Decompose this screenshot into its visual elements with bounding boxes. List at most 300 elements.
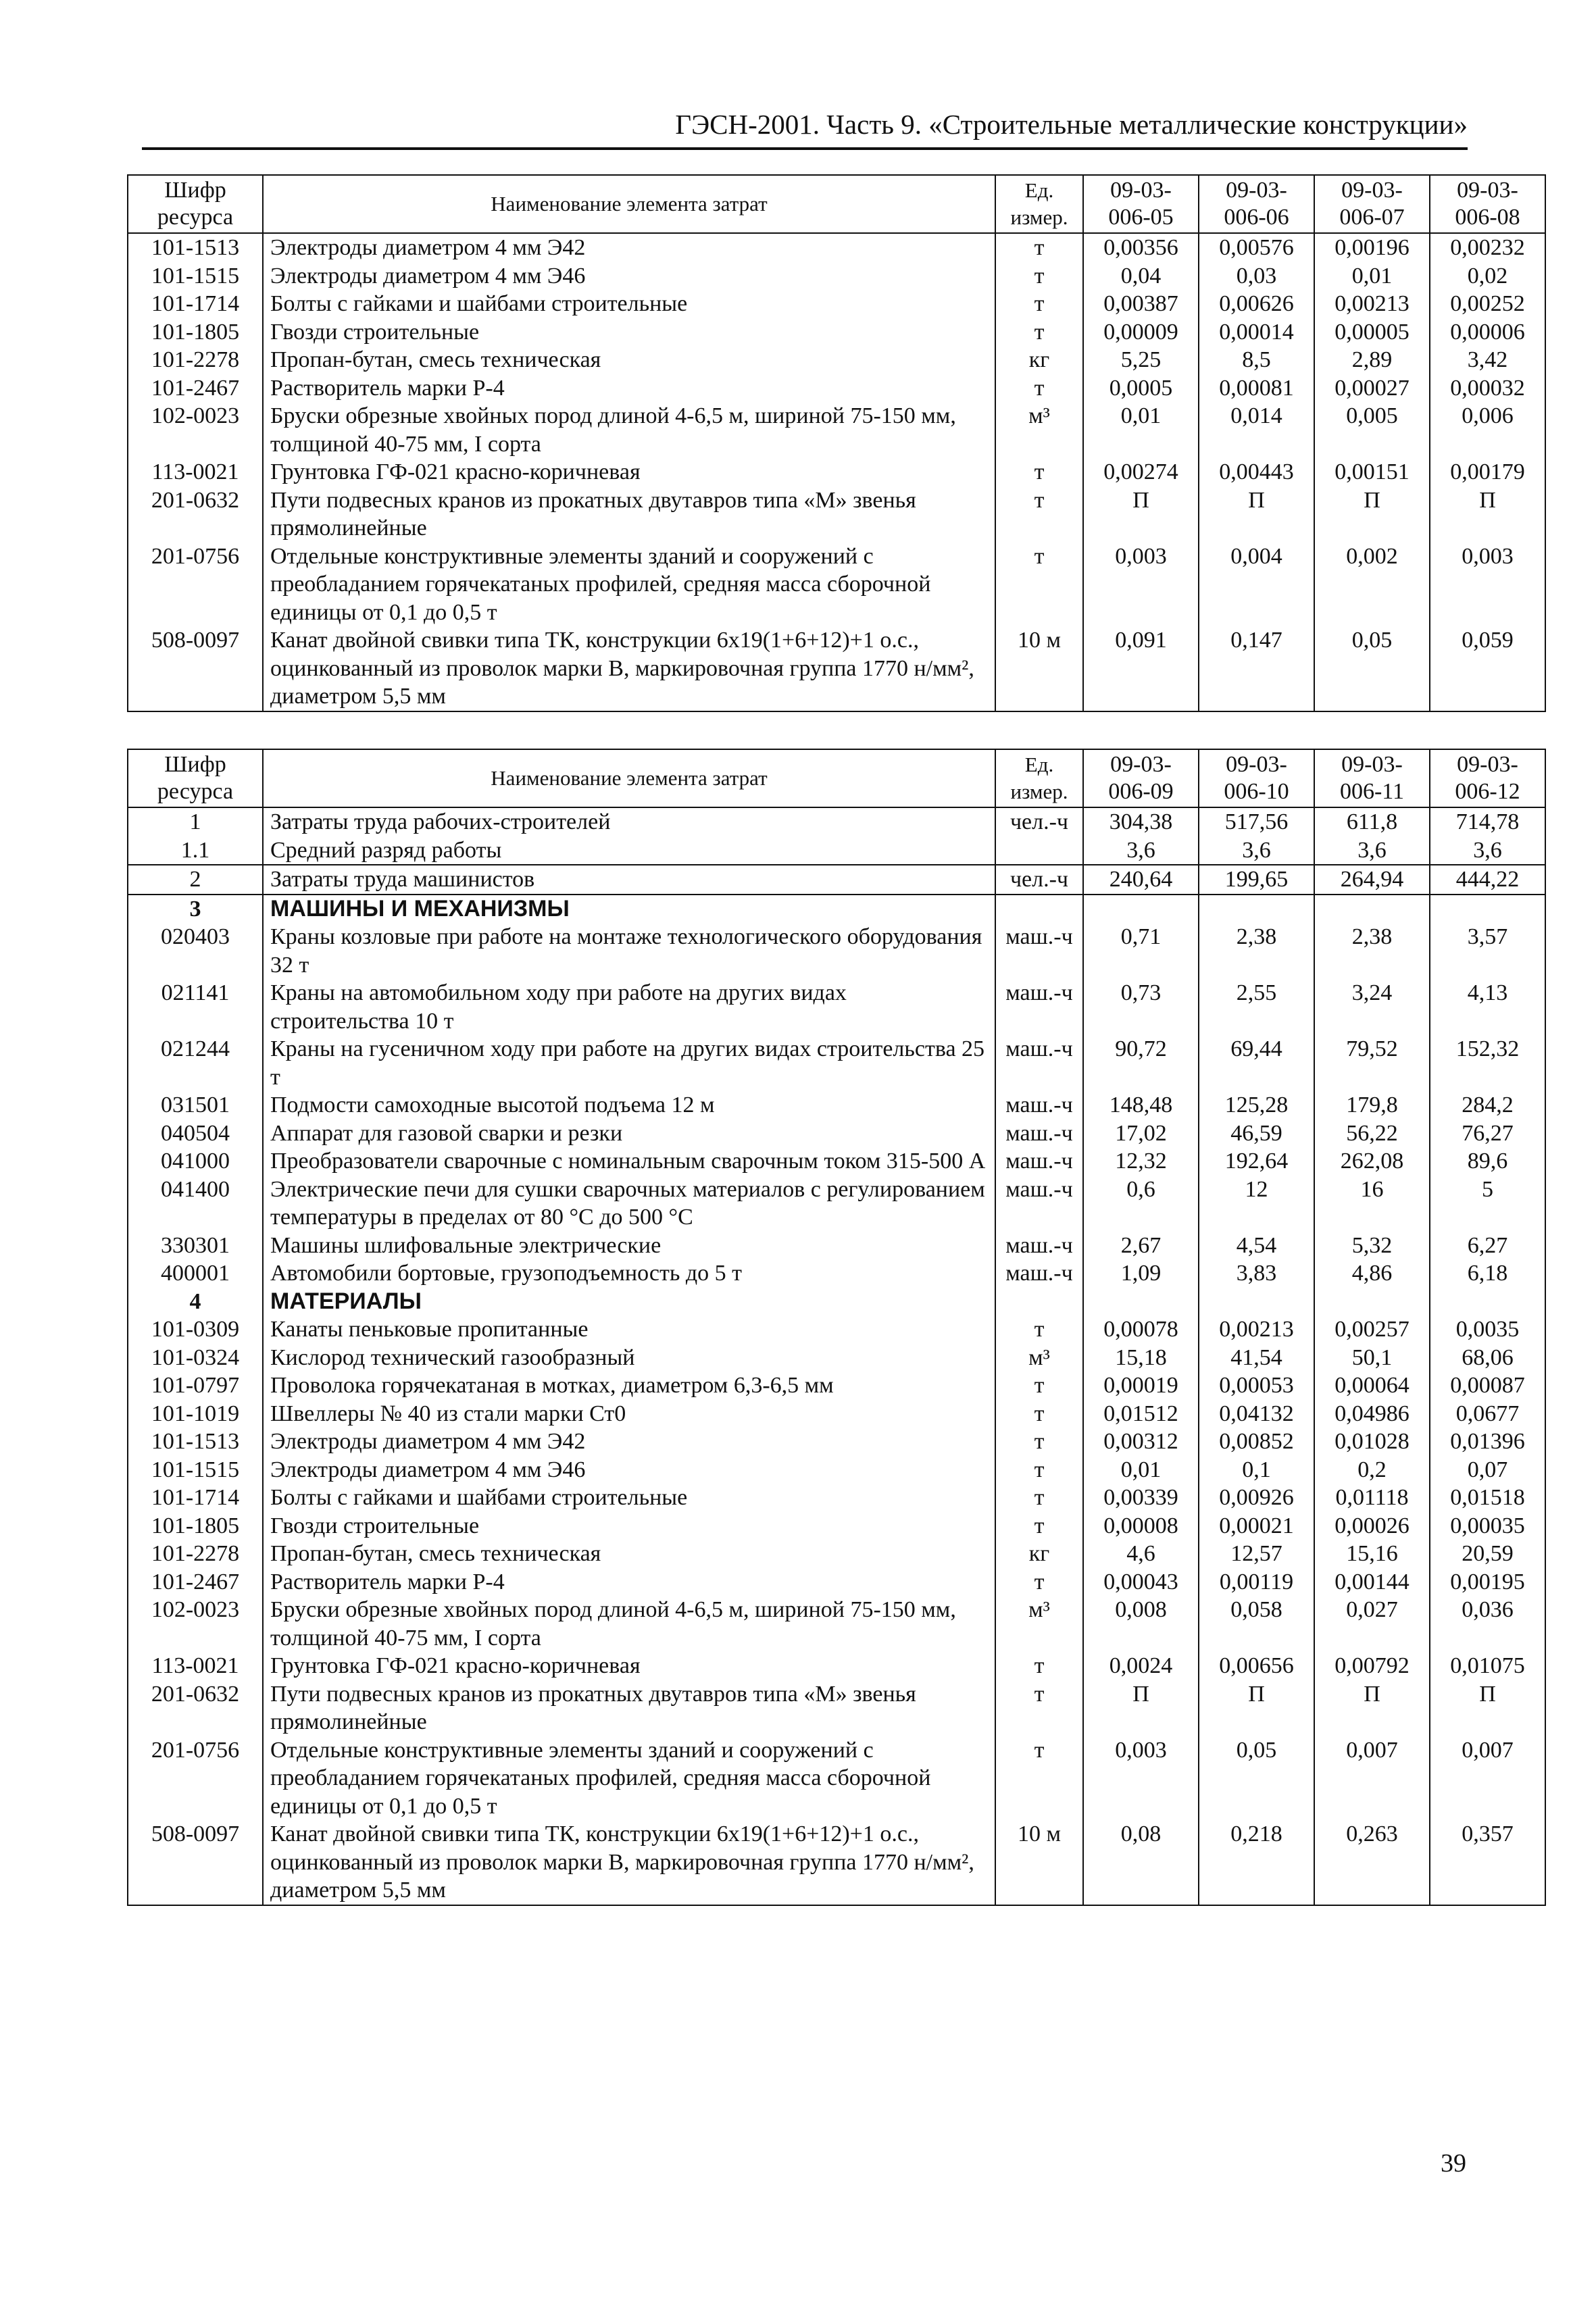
cell-code: 101-1019 bbox=[128, 1400, 263, 1428]
cell-name: Болты с гайками и шайбами строительные bbox=[263, 290, 995, 318]
cell-value: П bbox=[1199, 486, 1314, 543]
cell-value: 0,00151 bbox=[1314, 458, 1430, 486]
cell-value: 0,263 bbox=[1314, 1820, 1430, 1905]
cell-value: 0,00312 bbox=[1083, 1428, 1199, 1456]
cell-value: 0,00195 bbox=[1430, 1568, 1545, 1596]
cell-unit: маш.-ч bbox=[995, 979, 1083, 1035]
cell-value: 0,07 bbox=[1430, 1456, 1545, 1484]
cell-value: 0,73 bbox=[1083, 979, 1199, 1035]
cell-code: 041400 bbox=[128, 1176, 263, 1232]
cell-value: 179,8 bbox=[1314, 1091, 1430, 1120]
cell-name: Пути подвесных кранов из прокатных двутавров типа «М» звенья прямолинейные bbox=[263, 1680, 995, 1736]
cell-value: 15,18 bbox=[1083, 1344, 1199, 1372]
cell-value: 6,27 bbox=[1430, 1232, 1545, 1260]
cell-value: 0,00792 bbox=[1314, 1652, 1430, 1680]
col-header-code: Шифр ресурса bbox=[128, 749, 263, 807]
cell-code: 101-2467 bbox=[128, 374, 263, 403]
cell-unit: т bbox=[995, 1512, 1083, 1540]
table-header-row bbox=[128, 175, 1545, 233]
cell-value: 0,00053 bbox=[1199, 1372, 1314, 1400]
cell-value: 262,08 bbox=[1314, 1147, 1430, 1176]
cell-unit: кг bbox=[995, 1540, 1083, 1568]
cell-value bbox=[1430, 1288, 1545, 1316]
cell-code: 101-1714 bbox=[128, 290, 263, 318]
cell-value: 90,72 bbox=[1083, 1035, 1199, 1091]
cell-unit: т bbox=[995, 1456, 1083, 1484]
cell-value: 0,00081 bbox=[1199, 374, 1314, 403]
cell-value: 0,014 bbox=[1199, 402, 1314, 458]
cell-code: 330301 bbox=[128, 1232, 263, 1260]
table-row bbox=[128, 1596, 1545, 1652]
cell-code: 1.1 bbox=[128, 836, 263, 865]
cell-value: 79,52 bbox=[1314, 1035, 1430, 1091]
cell-value: 5,32 bbox=[1314, 1232, 1430, 1260]
cell-value: 50,1 bbox=[1314, 1344, 1430, 1372]
cell-value bbox=[1199, 895, 1314, 924]
table-row bbox=[128, 1372, 1545, 1400]
cell-value: 304,38 bbox=[1083, 807, 1199, 836]
cell-value: 0,00257 bbox=[1314, 1315, 1430, 1344]
cell-value: 6,18 bbox=[1430, 1259, 1545, 1288]
cell-value: 0,008 bbox=[1083, 1596, 1199, 1652]
cell-value: 0,00005 bbox=[1314, 318, 1430, 347]
col-header-norm: 09-03-006-11 bbox=[1314, 749, 1430, 807]
cell-value: 3,6 bbox=[1314, 836, 1430, 865]
cell-value: 0,00014 bbox=[1199, 318, 1314, 347]
cell-value: 3,6 bbox=[1083, 836, 1199, 865]
cell-value: 0,00926 bbox=[1199, 1484, 1314, 1512]
cell-value: 0,00032 bbox=[1430, 374, 1545, 403]
cell-code: 201-0632 bbox=[128, 1680, 263, 1736]
cell-unit: маш.-ч bbox=[995, 1035, 1083, 1091]
cell-value: 0,027 bbox=[1314, 1596, 1430, 1652]
cell-name: Электроды диаметром 4 мм Э46 bbox=[263, 1456, 995, 1484]
cell-value: 0,01118 bbox=[1314, 1484, 1430, 1512]
table-row bbox=[128, 374, 1545, 403]
cell-value: 56,22 bbox=[1314, 1120, 1430, 1148]
table-row bbox=[128, 1035, 1545, 1091]
cell-code: 041000 bbox=[128, 1147, 263, 1176]
cell-value: 264,94 bbox=[1314, 865, 1430, 895]
cell-name: Гвозди строительные bbox=[263, 318, 995, 347]
cell-name: Грунтовка ГФ-021 красно-коричневая bbox=[263, 458, 995, 486]
cell-value: 2,38 bbox=[1199, 923, 1314, 979]
cell-value: 15,16 bbox=[1314, 1540, 1430, 1568]
col-header-norm: 09-03-006-10 bbox=[1199, 749, 1314, 807]
cell-name: Электрические печи для сушки сварочных материалов с регулированием температуры в пределах от 80 °С до 500 °С bbox=[263, 1176, 995, 1232]
cell-value: 76,27 bbox=[1430, 1120, 1545, 1148]
cell-value: 0,02 bbox=[1430, 262, 1545, 291]
cell-value: 0,00626 bbox=[1199, 290, 1314, 318]
col-header-norm: 09-03-006-07 bbox=[1314, 175, 1430, 233]
cell-code: 201-0756 bbox=[128, 543, 263, 627]
cell-code: 113-0021 bbox=[128, 1652, 263, 1680]
cell-value: 0,00213 bbox=[1199, 1315, 1314, 1344]
cell-value: П bbox=[1314, 486, 1430, 543]
cell-value: 0,059 bbox=[1430, 626, 1545, 711]
cell-unit: т bbox=[995, 290, 1083, 318]
cell-unit: т bbox=[995, 1484, 1083, 1512]
cell-value: 0,007 bbox=[1430, 1736, 1545, 1821]
cell-value: 0,00006 bbox=[1430, 318, 1545, 347]
cell-code: 102-0023 bbox=[128, 1596, 263, 1652]
cell-name: Канат двойной свивки типа ТК, конструкции 6х19(1+6+12)+1 о.с., оцинкованный из проволок марки В, маркировочная группа 1770 н/мм², диаметром 5,5 мм bbox=[263, 626, 995, 711]
cell-value: 0,00852 bbox=[1199, 1428, 1314, 1456]
cell-code: 1 bbox=[128, 807, 263, 836]
cell-value: 0,05 bbox=[1314, 626, 1430, 711]
cell-name: Подмости самоходные высотой подъема 12 м bbox=[263, 1091, 995, 1120]
cell-value: 0,036 bbox=[1430, 1596, 1545, 1652]
cell-unit: м³ bbox=[995, 1344, 1083, 1372]
cell-code: 101-1805 bbox=[128, 1512, 263, 1540]
table-row bbox=[128, 1456, 1545, 1484]
cell-name: Пропан-бутан, смесь техническая bbox=[263, 346, 995, 374]
cell-value: 0,004 bbox=[1199, 543, 1314, 627]
cell-unit: т bbox=[995, 1400, 1083, 1428]
cell-value: 0,01028 bbox=[1314, 1428, 1430, 1456]
cell-value: 4,54 bbox=[1199, 1232, 1314, 1260]
cell-value: 0,003 bbox=[1083, 543, 1199, 627]
page-header: ГЭСН-2001. Часть 9. «Строительные металлические конструкции» bbox=[142, 103, 1468, 150]
cell-unit: кг bbox=[995, 346, 1083, 374]
cell-value: 0,0005 bbox=[1083, 374, 1199, 403]
cell-name: Затраты труда рабочих-строителей bbox=[263, 807, 995, 836]
cell-unit: т bbox=[995, 318, 1083, 347]
cell-value: 0,03 bbox=[1199, 262, 1314, 291]
table-row bbox=[128, 1259, 1545, 1288]
table-row bbox=[128, 233, 1545, 262]
cell-value: 0,147 bbox=[1199, 626, 1314, 711]
cell-value: 12,32 bbox=[1083, 1147, 1199, 1176]
table-row bbox=[128, 1512, 1545, 1540]
cell-name: Проволока горячекатаная в мотках, диаметром 6,3-6,5 мм bbox=[263, 1372, 995, 1400]
cell-value: 2,55 bbox=[1199, 979, 1314, 1035]
table-row bbox=[128, 1652, 1545, 1680]
cell-value: 0,0024 bbox=[1083, 1652, 1199, 1680]
cell-code: 101-0309 bbox=[128, 1315, 263, 1344]
cell-value: 8,5 bbox=[1199, 346, 1314, 374]
cell-unit: т bbox=[995, 262, 1083, 291]
cell-value: 4,6 bbox=[1083, 1540, 1199, 1568]
cell-name: Автомобили бортовые, грузоподъемность до 5 т bbox=[263, 1259, 995, 1288]
cell-value: 0,00021 bbox=[1199, 1512, 1314, 1540]
cell-code: 101-0797 bbox=[128, 1372, 263, 1400]
cell-value: 0,01518 bbox=[1430, 1484, 1545, 1512]
cell-code: 3 bbox=[128, 895, 263, 924]
cell-value: П bbox=[1430, 1680, 1545, 1736]
table-row bbox=[128, 1736, 1545, 1821]
cell-value: 0,00064 bbox=[1314, 1372, 1430, 1400]
cell-unit: т bbox=[995, 1736, 1083, 1821]
cell-unit: т bbox=[995, 1568, 1083, 1596]
cell-unit: м³ bbox=[995, 402, 1083, 458]
cell-value: П bbox=[1083, 486, 1199, 543]
cell-unit: т bbox=[995, 374, 1083, 403]
cell-value: П bbox=[1430, 486, 1545, 543]
table-row bbox=[128, 318, 1545, 347]
col-header-norm: 09-03-006-08 bbox=[1430, 175, 1545, 233]
table-row bbox=[128, 543, 1545, 627]
cell-code: 102-0023 bbox=[128, 402, 263, 458]
table-row bbox=[128, 1428, 1545, 1456]
table-row bbox=[128, 1288, 1545, 1316]
cell-name: Средний разряд работы bbox=[263, 836, 995, 865]
cell-value bbox=[1199, 1288, 1314, 1316]
cell-value: 0,058 bbox=[1199, 1596, 1314, 1652]
cell-value bbox=[1314, 1288, 1430, 1316]
cell-value: 0,006 bbox=[1430, 402, 1545, 458]
cell-name: Краны на гусеничном ходу при работе на других видах строительства 25 т bbox=[263, 1035, 995, 1091]
resource-table-2 bbox=[127, 749, 1546, 1906]
table-row bbox=[128, 262, 1545, 291]
cell-code: 4 bbox=[128, 1288, 263, 1316]
cell-code: 101-2278 bbox=[128, 346, 263, 374]
cell-unit bbox=[995, 895, 1083, 924]
cell-unit: т bbox=[995, 543, 1083, 627]
cell-value: 125,28 bbox=[1199, 1091, 1314, 1120]
cell-name: Гвозди строительные bbox=[263, 1512, 995, 1540]
col-header-norm: 09-03-006-05 bbox=[1083, 175, 1199, 233]
table-row bbox=[128, 1344, 1545, 1372]
cell-unit: маш.-ч bbox=[995, 1176, 1083, 1232]
cell-value: П bbox=[1199, 1680, 1314, 1736]
cell-code: 508-0097 bbox=[128, 626, 263, 711]
cell-value: 0,003 bbox=[1083, 1736, 1199, 1821]
cell-value: 0,00009 bbox=[1083, 318, 1199, 347]
table-row bbox=[128, 1820, 1545, 1905]
cell-code: 201-0756 bbox=[128, 1736, 263, 1821]
cell-code: 101-1513 bbox=[128, 233, 263, 262]
cell-value: 46,59 bbox=[1199, 1120, 1314, 1148]
cell-value: 2,38 bbox=[1314, 923, 1430, 979]
cell-name: Канат двойной свивки типа ТК, конструкции 6х19(1+6+12)+1 о.с., оцинкованный из проволок марки В, маркировочная группа 1770 н/мм², диаметром 5,5 мм bbox=[263, 1820, 995, 1905]
cell-unit: 10 м bbox=[995, 626, 1083, 711]
cell-value: 0,01 bbox=[1314, 262, 1430, 291]
cell-value: 0,00043 bbox=[1083, 1568, 1199, 1596]
cell-code: 101-1515 bbox=[128, 1456, 263, 1484]
cell-name: Растворитель марки Р-4 bbox=[263, 1568, 995, 1596]
cell-value: 0,00232 bbox=[1430, 233, 1545, 262]
cell-unit: 10 м bbox=[995, 1820, 1083, 1905]
table-row bbox=[128, 865, 1545, 895]
table-row bbox=[128, 402, 1545, 458]
cell-value: 69,44 bbox=[1199, 1035, 1314, 1091]
cell-value bbox=[1083, 1288, 1199, 1316]
cell-unit bbox=[995, 1288, 1083, 1316]
cell-name: Бруски обрезные хвойных пород длиной 4-6,5 м, шириной 75-150 мм, толщиной 40-75 мм, I сорта bbox=[263, 1596, 995, 1652]
cell-unit: чел.-ч bbox=[995, 865, 1083, 895]
table-row bbox=[128, 923, 1545, 979]
cell-unit: т bbox=[995, 1652, 1083, 1680]
cell-value: 3,83 bbox=[1199, 1259, 1314, 1288]
col-header-unit: Ед. измер. bbox=[995, 749, 1083, 807]
cell-value: 12,57 bbox=[1199, 1540, 1314, 1568]
cell-value: 0,05 bbox=[1199, 1736, 1314, 1821]
cell-value: 0,00196 bbox=[1314, 233, 1430, 262]
cell-name: Швеллеры № 40 из стали марки Ст0 bbox=[263, 1400, 995, 1428]
cell-value: 0,00008 bbox=[1083, 1512, 1199, 1540]
cell-value: 0,00078 bbox=[1083, 1315, 1199, 1344]
cell-value: 0,00339 bbox=[1083, 1484, 1199, 1512]
cell-value: 0,091 bbox=[1083, 626, 1199, 711]
cell-value: 3,6 bbox=[1199, 836, 1314, 865]
table-row bbox=[128, 1540, 1545, 1568]
col-header-unit: Ед. измер. bbox=[995, 175, 1083, 233]
cell-value: 0,01075 bbox=[1430, 1652, 1545, 1680]
cell-code: 400001 bbox=[128, 1259, 263, 1288]
cell-value: 0,00387 bbox=[1083, 290, 1199, 318]
cell-value: 0,357 bbox=[1430, 1820, 1545, 1905]
cell-value: 3,42 bbox=[1430, 346, 1545, 374]
table-row bbox=[128, 1176, 1545, 1232]
cell-value: 5 bbox=[1430, 1176, 1545, 1232]
cell-value: 152,32 bbox=[1430, 1035, 1545, 1091]
cell-unit: маш.-ч bbox=[995, 1091, 1083, 1120]
cell-value: 0,1 bbox=[1199, 1456, 1314, 1484]
cell-value: 0,00027 bbox=[1314, 374, 1430, 403]
table-row bbox=[128, 1232, 1545, 1260]
table-row bbox=[128, 895, 1545, 924]
col-header-norm: 09-03-006-12 bbox=[1430, 749, 1545, 807]
cell-value: 0,00656 bbox=[1199, 1652, 1314, 1680]
cell-name: Электроды диаметром 4 мм Э46 bbox=[263, 262, 995, 291]
cell-name: Машины шлифовальные электрические bbox=[263, 1232, 995, 1260]
cell-value: 0,005 bbox=[1314, 402, 1430, 458]
cell-value: 240,64 bbox=[1083, 865, 1199, 895]
cell-value: 0,00035 bbox=[1430, 1512, 1545, 1540]
cell-value: 611,8 bbox=[1314, 807, 1430, 836]
cell-name: МАШИНЫ И МЕХАНИЗМЫ bbox=[263, 895, 995, 924]
cell-value: 0,00274 bbox=[1083, 458, 1199, 486]
cell-code: 031501 bbox=[128, 1091, 263, 1120]
cell-code: 101-2467 bbox=[128, 1568, 263, 1596]
cell-value: 3,6 bbox=[1430, 836, 1545, 865]
cell-code: 021141 bbox=[128, 979, 263, 1035]
cell-value: 41,54 bbox=[1199, 1344, 1314, 1372]
cell-value: 0,01 bbox=[1083, 1456, 1199, 1484]
cell-value: 148,48 bbox=[1083, 1091, 1199, 1120]
cell-value: 0,01512 bbox=[1083, 1400, 1199, 1428]
cell-value: 5,25 bbox=[1083, 346, 1199, 374]
table-header-row bbox=[128, 749, 1545, 807]
cell-value: 2,89 bbox=[1314, 346, 1430, 374]
cell-name: Затраты труда машинистов bbox=[263, 865, 995, 895]
cell-value: 3,57 bbox=[1430, 923, 1545, 979]
cell-name: Преобразователи сварочные с номинальным сварочным током 315-500 А bbox=[263, 1147, 995, 1176]
cell-name: Отдельные конструктивные элементы зданий и сооружений с преобладанием горячекатаных профилей, средняя масса сборочной единицы от 0,1 до 0,5 т bbox=[263, 1736, 995, 1821]
table-row bbox=[128, 1680, 1545, 1736]
table-row bbox=[128, 290, 1545, 318]
cell-name: Отдельные конструктивные элементы зданий и сооружений с преобладанием горячекатаных профилей, средняя масса сборочной единицы от 0,1 до 0,5 т bbox=[263, 543, 995, 627]
cell-value bbox=[1083, 895, 1199, 924]
cell-value bbox=[1314, 895, 1430, 924]
cell-code: 113-0021 bbox=[128, 458, 263, 486]
cell-value: 0,04986 bbox=[1314, 1400, 1430, 1428]
cell-unit: маш.-ч bbox=[995, 1120, 1083, 1148]
cell-value: 0,00119 bbox=[1199, 1568, 1314, 1596]
cell-value: 0,00026 bbox=[1314, 1512, 1430, 1540]
cell-value: 0,00019 bbox=[1083, 1372, 1199, 1400]
cell-unit: маш.-ч bbox=[995, 923, 1083, 979]
cell-value: 0,2 bbox=[1314, 1456, 1430, 1484]
cell-value: 0,0677 bbox=[1430, 1400, 1545, 1428]
cell-unit: т bbox=[995, 486, 1083, 543]
table-row bbox=[128, 486, 1545, 543]
cell-name: Электроды диаметром 4 мм Э42 bbox=[263, 233, 995, 262]
cell-code: 101-1714 bbox=[128, 1484, 263, 1512]
resource-table-1 bbox=[127, 174, 1546, 712]
cell-value: 0,00576 bbox=[1199, 233, 1314, 262]
cell-unit: т bbox=[995, 233, 1083, 262]
cell-unit: т bbox=[995, 1428, 1083, 1456]
cell-value: 517,56 bbox=[1199, 807, 1314, 836]
cell-value: 0,218 bbox=[1199, 1820, 1314, 1905]
cell-name: МАТЕРИАЛЫ bbox=[263, 1288, 995, 1316]
cell-name: Электроды диаметром 4 мм Э42 bbox=[263, 1428, 995, 1456]
cell-value: 20,59 bbox=[1430, 1540, 1545, 1568]
cell-code: 020403 bbox=[128, 923, 263, 979]
cell-value: 714,78 bbox=[1430, 807, 1545, 836]
table-row bbox=[128, 979, 1545, 1035]
table-row bbox=[128, 807, 1545, 836]
table-row bbox=[128, 1147, 1545, 1176]
cell-unit: т bbox=[995, 1680, 1083, 1736]
cell-value: 16 bbox=[1314, 1176, 1430, 1232]
cell-value: 0,01 bbox=[1083, 402, 1199, 458]
cell-value: 0,00356 bbox=[1083, 233, 1199, 262]
table-row bbox=[128, 346, 1545, 374]
cell-value: 0,01396 bbox=[1430, 1428, 1545, 1456]
table-row bbox=[128, 836, 1545, 865]
cell-value: 199,65 bbox=[1199, 865, 1314, 895]
col-header-name: Наименование элемента затрат bbox=[263, 175, 995, 233]
cell-unit: маш.-ч bbox=[995, 1259, 1083, 1288]
cell-code: 101-0324 bbox=[128, 1344, 263, 1372]
cell-code: 101-2278 bbox=[128, 1540, 263, 1568]
cell-name: Кислород технический газообразный bbox=[263, 1344, 995, 1372]
page-number: 39 bbox=[1441, 2149, 1466, 2178]
table-row bbox=[128, 626, 1545, 711]
cell-unit: т bbox=[995, 458, 1083, 486]
cell-code: 021244 bbox=[128, 1035, 263, 1091]
cell-value: 284,2 bbox=[1430, 1091, 1545, 1120]
col-header-name: Наименование элемента затрат bbox=[263, 749, 995, 807]
cell-value: 192,64 bbox=[1199, 1147, 1314, 1176]
cell-value: 0,04132 bbox=[1199, 1400, 1314, 1428]
cell-value: 17,02 bbox=[1083, 1120, 1199, 1148]
table-row bbox=[128, 1484, 1545, 1512]
cell-unit bbox=[995, 836, 1083, 865]
table-row bbox=[128, 1568, 1545, 1596]
col-header-norm: 09-03-006-06 bbox=[1199, 175, 1314, 233]
table-row bbox=[128, 1315, 1545, 1344]
cell-name: Пути подвесных кранов из прокатных двутавров типа «М» звенья прямолинейные bbox=[263, 486, 995, 543]
table-row bbox=[128, 1400, 1545, 1428]
cell-value: 0,007 bbox=[1314, 1736, 1430, 1821]
cell-value: 0,00087 bbox=[1430, 1372, 1545, 1400]
cell-code: 101-1515 bbox=[128, 262, 263, 291]
col-header-code: Шифр ресурса bbox=[128, 175, 263, 233]
cell-value: 0,00144 bbox=[1314, 1568, 1430, 1596]
cell-value: П bbox=[1083, 1680, 1199, 1736]
cell-value: 1,09 bbox=[1083, 1259, 1199, 1288]
cell-name: Болты с гайками и шайбами строительные bbox=[263, 1484, 995, 1512]
cell-value: 12 bbox=[1199, 1176, 1314, 1232]
table-row bbox=[128, 458, 1545, 486]
cell-name: Краны на автомобильном ходу при работе на других видах строительства 10 т bbox=[263, 979, 995, 1035]
cell-value: 89,6 bbox=[1430, 1147, 1545, 1176]
cell-value: 68,06 bbox=[1430, 1344, 1545, 1372]
